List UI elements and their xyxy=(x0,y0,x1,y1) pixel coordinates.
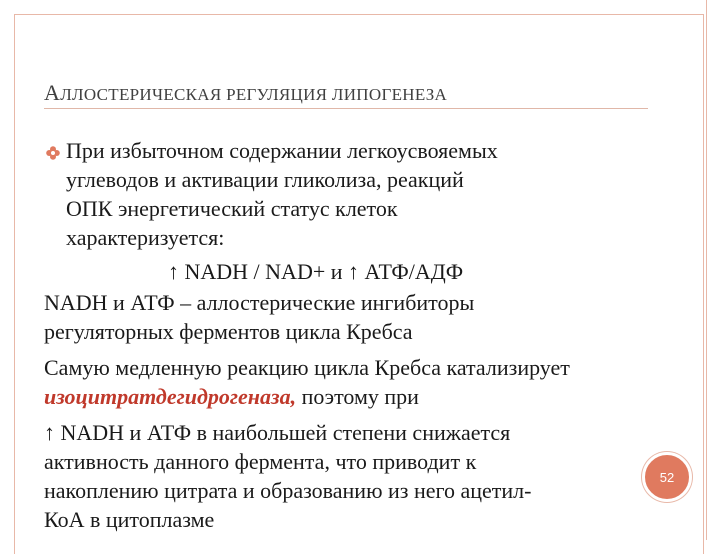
para3-line-3: накоплению цитрата и образованию из него ацетил- xyxy=(44,478,532,503)
para3-line-4: КоА в цитоплазме xyxy=(44,507,215,532)
page-number-badge xyxy=(642,452,692,502)
slide-title xyxy=(44,80,644,106)
bullet-line-3: ОПК энергетический статус клеток xyxy=(66,196,398,221)
para3-line-1: ↑ NADH и АТФ в наибольшей степени снижается xyxy=(44,420,511,445)
frame-right-line xyxy=(706,0,707,540)
para2-line-2 xyxy=(44,382,419,411)
title-divider xyxy=(44,108,648,109)
para2-line-1: Самую медленную реакцию цикла Кребса катализирует xyxy=(44,355,570,380)
para3-line-2: активность данного фермента, что приводит к xyxy=(44,449,477,474)
title-word-2: РЕГУЛЯЦИЯ xyxy=(226,85,328,104)
formula-line: ↑ NADH / NAD+ и ↑ АТФ/АДФ xyxy=(168,259,464,284)
title-initial: А xyxy=(44,80,61,105)
para1-line-1: NADH и АТФ – аллостерические ингибиторы xyxy=(44,290,475,315)
title-word-1: ЛЛОСТЕРИЧЕСКАЯ xyxy=(60,85,222,104)
para2-line-2-rest: поэтому при xyxy=(296,384,419,409)
bullet-line-1: При избыточном содержании легкоусвояемых xyxy=(66,138,498,163)
para1-line-2: регуляторных ферментов цикла Кребса xyxy=(44,319,413,344)
flower-bullet-icon xyxy=(46,146,60,160)
bullet-line-4: характеризуется: xyxy=(66,225,225,250)
bullet-line-2: углеводов и активации гликолиза, реакций xyxy=(66,167,464,192)
enzyme-name: изоцитратдегидрогеназа, xyxy=(44,384,297,409)
title-word-3: ЛИПОГЕНЕЗА xyxy=(331,85,448,104)
page-number: 52 xyxy=(659,469,675,485)
